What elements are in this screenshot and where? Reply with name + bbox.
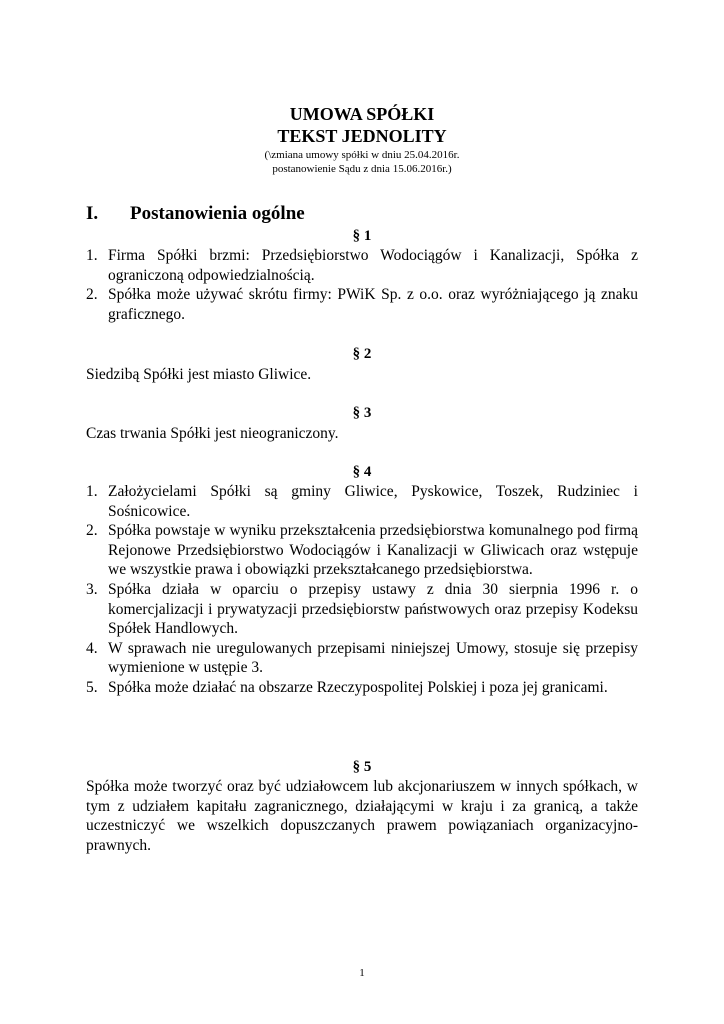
document-subtitle: TEKST JEDNOLITY bbox=[277, 126, 447, 146]
paragraph-5-text: Spółka może tworzyć oraz być udziałowcem lub akcjonariuszem w innych spółkach, w tym z udziałem kapitału zagranicznego, działającymi w kraju i za granicą, a także uczestniczyć we wszelkich dopuszczanych prawem powiązaniach organizacyjno-prawnych. bbox=[86, 778, 638, 854]
paragraph-4-label: § 4 bbox=[352, 464, 372, 480]
list-item-text: Spółka może działać na obszarze Rzeczypospolitej Polskiej i poza jej granicami. bbox=[108, 678, 608, 696]
list-item-number: 1. bbox=[86, 247, 98, 264]
section-title: Postanowienia ogólne bbox=[130, 203, 305, 224]
list-item-text: Spółka może używać skrótu firmy: PWiK Sp. z o.o. oraz wyróżniającego ją znaku graficznego. bbox=[108, 286, 638, 323]
list-item-number: 3. bbox=[86, 580, 98, 598]
list-item bbox=[86, 285, 638, 324]
paragraph-3-label: § 3 bbox=[352, 405, 372, 421]
list-item-number: 2. bbox=[86, 286, 98, 304]
paragraph-5-label: § 5 bbox=[352, 759, 372, 775]
page-number: 1 bbox=[359, 967, 365, 979]
list-item-number: 4. bbox=[86, 639, 98, 657]
paragraph-1-body bbox=[86, 246, 638, 324]
document-title: UMOWA SPÓŁKI bbox=[289, 104, 435, 124]
list-item-text: Spółka działa w oparciu o przepisy ustawy z dnia 30 sierpnia 1996 r. o komercjalizacji i prywatyzacji przedsiębiorstw państwowych oraz przepisy Kodeksu Spółek Handlowych. bbox=[108, 580, 638, 638]
list-item bbox=[86, 580, 638, 639]
list-item bbox=[86, 678, 638, 698]
list-item-text: Spółka powstaje w wyniku przekształcenia przedsiębiorstwa komunalnego pod firmą Rejonowe Przedsiębiorstwo Wodociągów i Kanalizacji w Gliwicach oraz wstępuje we wszystkie prawa i obowiązki przekształcanego przedsiębiorstwa. bbox=[108, 522, 638, 579]
list-item bbox=[86, 639, 638, 678]
paragraph-4-body bbox=[86, 482, 638, 698]
list-item-number: 5. bbox=[86, 678, 98, 696]
list-item bbox=[86, 482, 638, 521]
section-number: I. bbox=[86, 203, 99, 224]
amendment-note-line-1: (\zmiana umowy spółki w dniu 25.04.2016r. bbox=[264, 149, 460, 161]
paragraph-1-label: § 1 bbox=[352, 228, 372, 244]
section-heading bbox=[86, 202, 305, 226]
list-item-text: Założycielami Spółki są gminy Gliwice, Pyskowice, Toszek, Rudziniec i Sośnicowice. bbox=[108, 483, 638, 520]
paragraph-2-body bbox=[86, 365, 638, 385]
list-item-text: W sprawach nie uregulowanych przepisami niniejszej Umowy, stosuje się przepisy wymienione w ustępie 3. bbox=[108, 639, 638, 677]
paragraph-3-text: Czas trwania Spółki jest nieograniczony. bbox=[86, 425, 339, 442]
list-item-number: 2. bbox=[86, 522, 98, 540]
list-item bbox=[86, 521, 638, 580]
amendment-note-line-2: postanowienie Sądu z dnia 15.06.2016r.) bbox=[272, 163, 452, 175]
paragraph-3-body bbox=[86, 424, 638, 444]
paragraph-2-text: Siedzibą Spółki jest miasto Gliwice. bbox=[86, 366, 312, 383]
list-item-text: Firma Spółki brzmi: Przedsiębiorstwo Wodociągów i Kanalizacji, Spółka z ograniczoną odpowiedzialnością. bbox=[108, 247, 638, 284]
list-item-number: 1. bbox=[86, 483, 98, 500]
paragraph-2-label: § 2 bbox=[352, 346, 372, 362]
paragraph-5-body bbox=[86, 777, 638, 855]
list-item bbox=[86, 246, 638, 285]
